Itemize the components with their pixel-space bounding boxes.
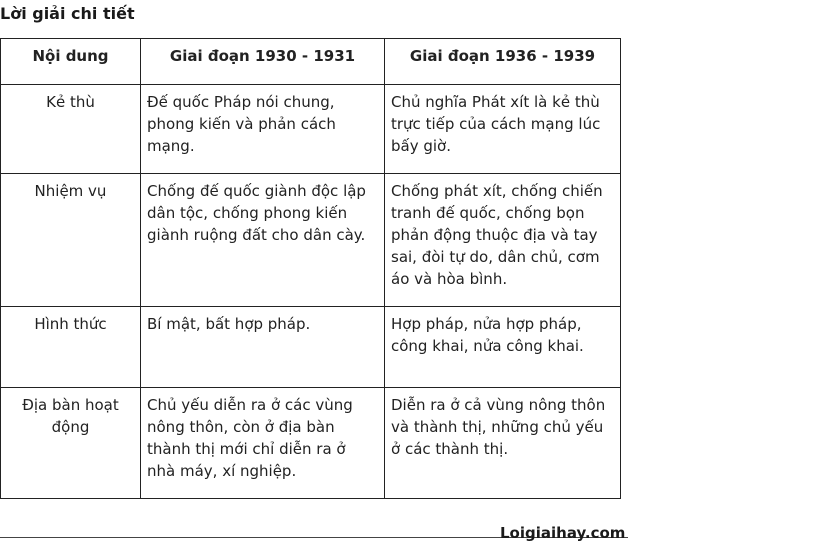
table-row-enemy xyxy=(1,85,621,174)
header-content: Nội dung xyxy=(1,39,141,85)
table-row-area xyxy=(1,388,621,499)
cell-1936-1939: Hợp pháp, nửa hợp pháp, công khai, nửa công khai. xyxy=(385,307,621,388)
row-label: Kẻ thù xyxy=(1,85,141,174)
header-period-1936-1939: Giai đoạn 1936 - 1939 xyxy=(385,39,621,85)
page-title: Lời giải chi tiết xyxy=(0,4,135,23)
cell-1930-1931: Bí mật, bất hợp pháp. xyxy=(141,307,385,388)
cell-1936-1939: Chống phát xít, chống chiến tranh đế quốc, chống bọn phản động thuộc địa và tay sai, đòi tự do, dân chủ, cơm áo và hòa bình. xyxy=(385,174,621,307)
comparison-table xyxy=(0,38,621,499)
cell-1930-1931: Đế quốc Pháp nói chung, phong kiến và phản cách mạng. xyxy=(141,85,385,174)
cell-1930-1931: Chống đế quốc giành độc lập dân tộc, chống phong kiến giành ruộng đất cho dân cày. xyxy=(141,174,385,307)
table-row-tasks xyxy=(1,174,621,307)
header-period-1930-1931: Giai đoạn 1930 - 1931 xyxy=(141,39,385,85)
row-label: Địa bàn hoạt động xyxy=(1,388,141,499)
cell-1936-1939: Chủ nghĩa Phát xít là kẻ thù trực tiếp của cách mạng lúc bấy giờ. xyxy=(385,85,621,174)
row-label: Nhiệm vụ xyxy=(1,174,141,307)
brand-watermark: Loigiaihay.com xyxy=(500,524,626,542)
table-row-form xyxy=(1,307,621,388)
table-header-row xyxy=(1,39,621,85)
cell-1936-1939: Diễn ra ở cả vùng nông thôn và thành thị, những chủ yếu ở các thành thị. xyxy=(385,388,621,499)
cell-1930-1931: Chủ yếu diễn ra ở các vùng nông thôn, còn ở địa bàn thành thị mới chỉ diễn ra ở nhà máy, xí nghiệp. xyxy=(141,388,385,499)
row-label: Hình thức xyxy=(1,307,141,388)
